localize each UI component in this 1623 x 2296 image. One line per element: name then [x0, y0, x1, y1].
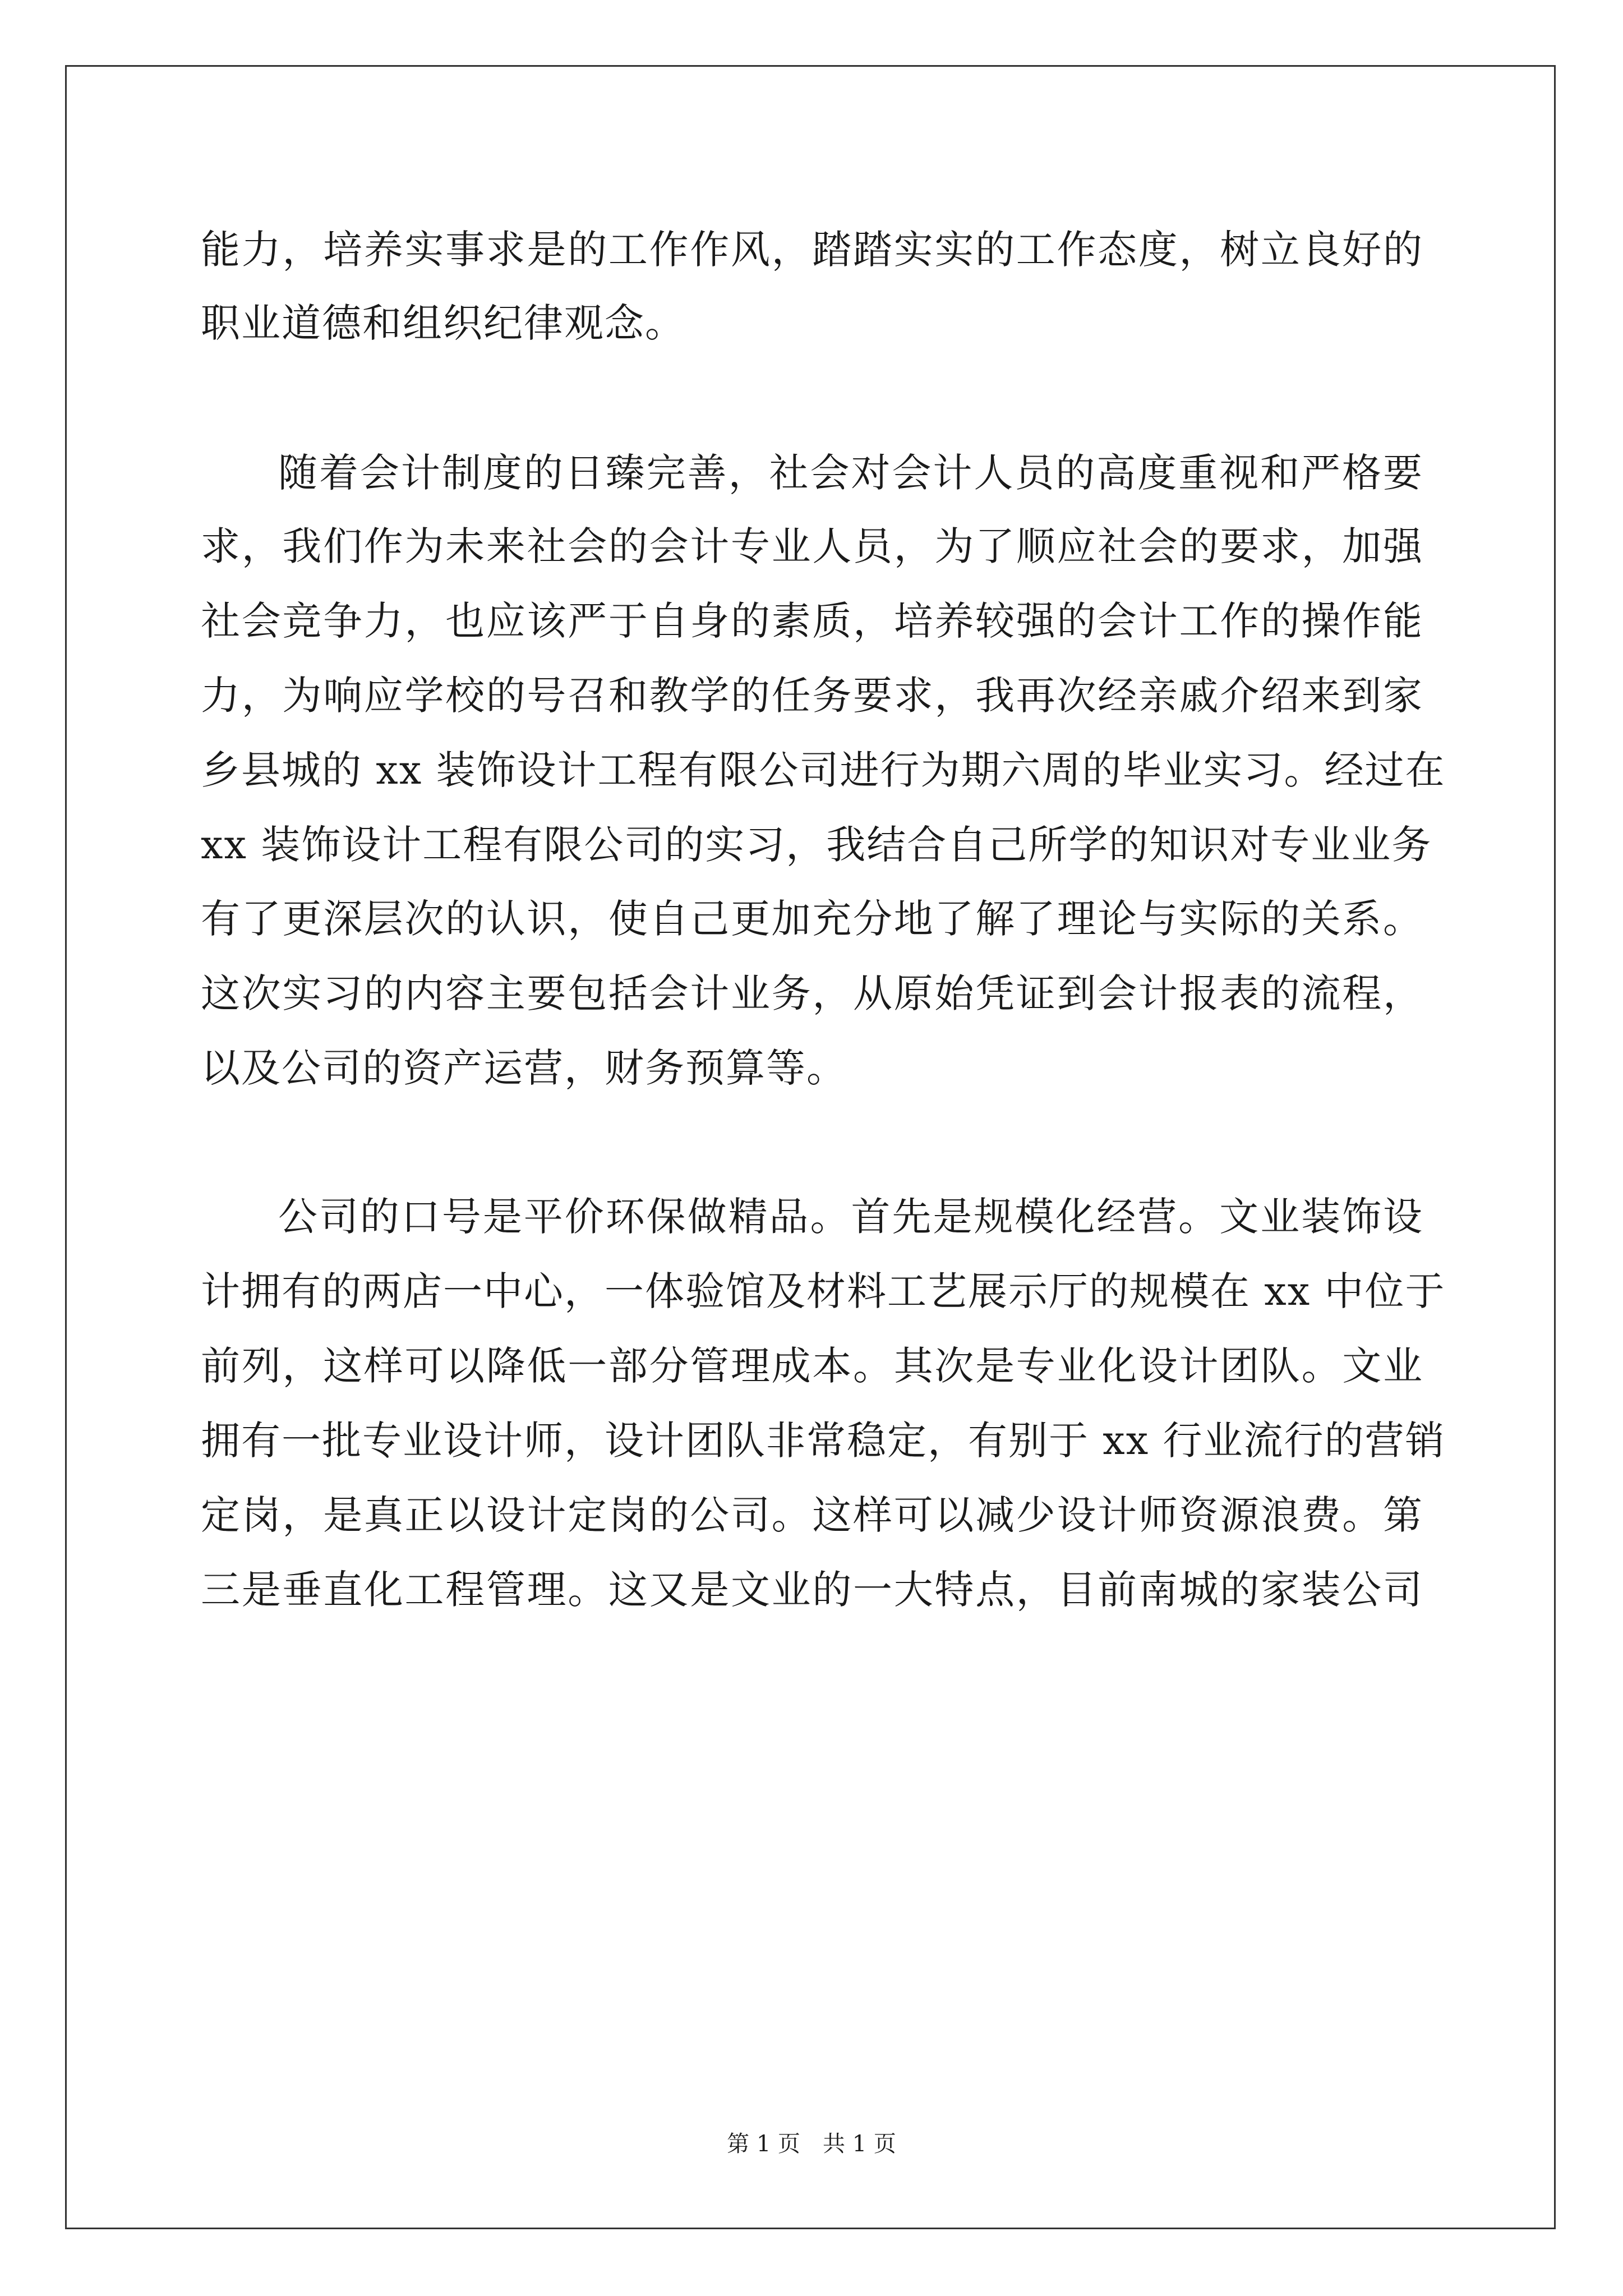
text-line-16: 定岗，是真正以设计定岗的公司。这样可以减少设计师资源浪费。第 — [201, 1492, 1423, 1538]
text-line-3: 随着会计制度的日臻完善，社会对会计人员的高度重视和严格要 — [278, 450, 1423, 496]
page-border — [65, 65, 1556, 2229]
text-line-4: 求，我们作为未来社会的会计专业人员，为了顺应社会的要求，加强 — [201, 523, 1423, 569]
text-line-10: 这次实习的内容主要包括会计业务，从原始凭证到会计报表的流程， — [201, 970, 1423, 1016]
text-line-14: 前列，这样可以降低一部分管理成本。其次是专业化设计团队。文业 — [201, 1343, 1423, 1389]
text-line-9: 有了更深层次的认识，使自己更加充分地了解了理论与实际的关系。 — [201, 896, 1423, 942]
text-line-8: xx 装饰设计工程有限公司的实习，我结合自己所学的知识对专业业务 — [201, 822, 1432, 868]
text-line-2: 职业道德和组织纪律观念。 — [201, 300, 685, 346]
page-footer: 第 1 页 共 1 页 — [727, 2131, 896, 2157]
text-line-11: 以及公司的资产运营，财务预算等。 — [201, 1045, 847, 1091]
text-line-15: 拥有一批专业设计师，设计团队非常稳定，有别于 xx 行业流行的营销 — [201, 1418, 1446, 1464]
text-line-13: 计拥有的两店一中心，一体验馆及材料工艺展示厅的规模在 xx 中位于 — [201, 1268, 1446, 1314]
text-line-7: 乡县城的 xx 装饰设计工程有限公司进行为期六周的毕业实习。经过在 — [201, 747, 1446, 793]
text-line-6: 力，为响应学校的号召和教学的任务要求，我再次经亲戚介绍来到家 — [201, 673, 1423, 719]
text-line-12: 公司的口号是平价环保做精品。首先是规模化经营。文业装饰设 — [278, 1194, 1423, 1240]
text-line-17: 三是垂直化工程管理。这又是文业的一大特点，目前南城的家装公司 — [201, 1567, 1423, 1613]
text-line-5: 社会竞争力，也应该严于自身的素质，培养较强的会计工作的操作能 — [201, 598, 1423, 644]
text-line-1: 能力，培养实事求是的工作作风，踏踏实实的工作态度，树立良好的 — [201, 227, 1423, 273]
